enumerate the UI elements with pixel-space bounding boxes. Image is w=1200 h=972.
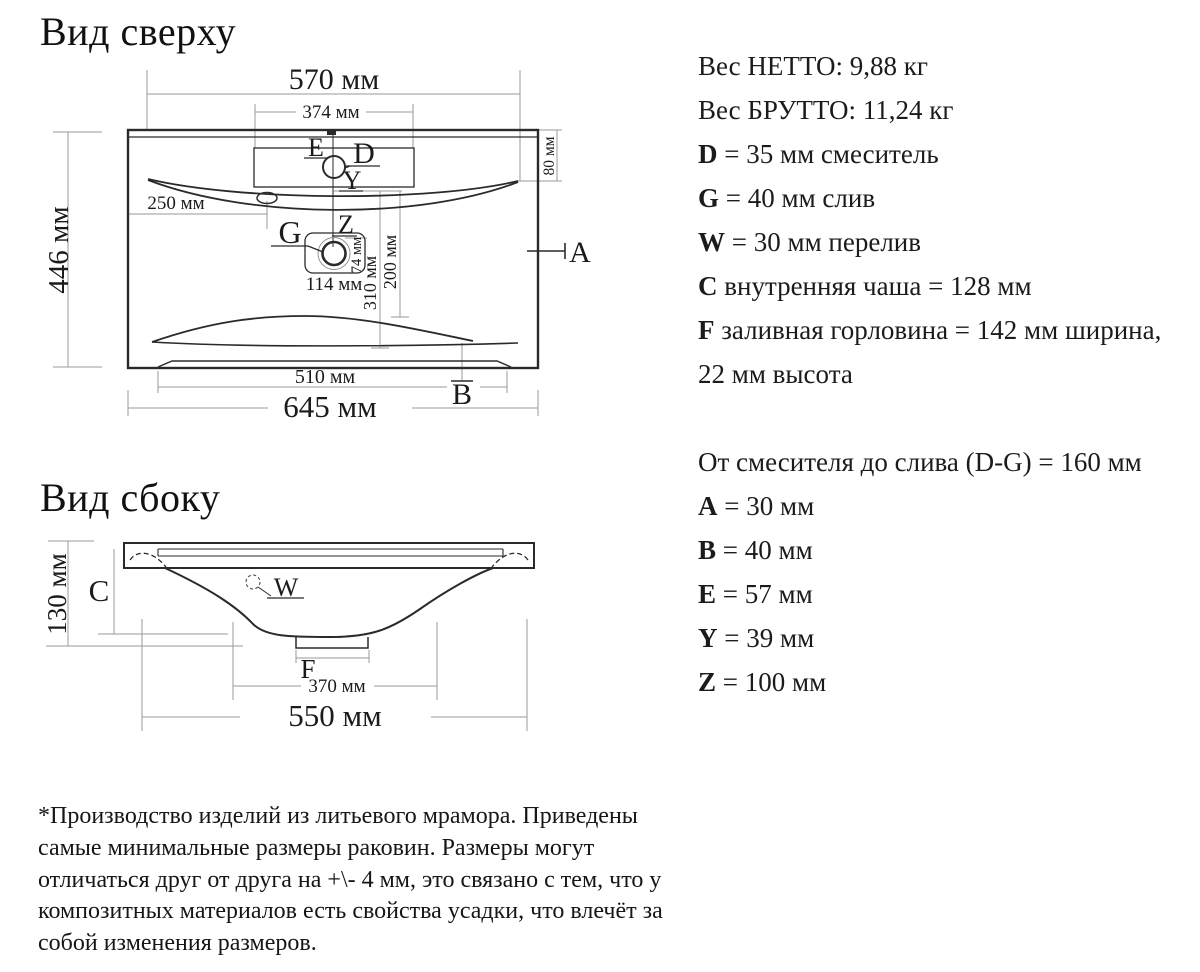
spec-b-text: = 40 мм [722,535,813,565]
callout-B: B [451,378,473,411]
dim-645-label: 645 мм [283,389,377,424]
footnote-line-1: *Производство изделий из литьевого мрамора. Приведены [38,803,638,829]
dim-550-label: 550 мм [288,698,382,733]
filler-neck [296,637,368,648]
dim-114-label: 114 мм [305,274,363,295]
top-view-drawing [0,0,660,440]
callout-A: A [569,236,591,269]
spec-a-key: A [698,491,718,521]
spec-g-text: = 40 мм слив [725,183,876,213]
spec-y [698,616,1161,660]
spec-list [698,44,1161,704]
spec-z-text: = 100 мм [722,667,827,697]
callout-G: G [278,214,302,250]
drain-hole [323,242,346,265]
spec-a [698,484,1161,528]
spec-w-key: W [698,227,725,257]
spec-w-text: = 30 мм перелив [731,227,921,257]
spec-f-cont: 22 мм высота [698,359,853,389]
footnote-line-5: собой изменения размеров. [38,930,317,957]
dim-200-label: 200 мм [380,234,400,290]
callout-W: W [273,573,299,602]
callout-Z: Z [338,210,354,239]
spec-g [698,176,1161,220]
footnote-line-4: композитных материалов есть свойства усадки, что влечёт за [38,898,663,925]
spec-a-text: = 30 мм [724,491,815,521]
faucet-deck-rect [254,148,414,187]
callout-D: D [353,137,375,170]
spec-c-text: внутренняя чаша = 128 мм [724,271,1032,301]
dim-446-label: 446 мм [43,206,75,294]
dim-74-label: 74 мм [349,236,365,274]
hidden-corner-right [492,553,528,567]
spec-z-key: Z [698,667,717,697]
spec-y-text: = 39 мм [724,623,815,653]
callout-Y: Y [342,166,362,195]
spec-b-key: B [698,535,717,565]
footnote-line-2: самые минимальные размеры раковин. Размеры могут [38,834,595,861]
side-view-title: Вид сбоку [40,475,221,520]
dim-80-label: 80 мм [541,136,558,176]
dim-370-label: 370 мм [308,676,366,697]
spec-z [698,660,1161,704]
dim-374-label: 374 мм [302,102,360,123]
spec-e [698,572,1161,616]
spec-gap [698,396,1161,440]
spec-e-text: = 57 мм [722,579,813,609]
footnote-line-3: отличаться друг от друга на +\- 4 мм, это связано с тем, что у [38,866,662,893]
spec-dg: От смесителя до слива (D-G) = 160 мм [698,447,1142,477]
callout-E: E [308,133,324,162]
spec-d [698,132,1161,176]
spec-d-text: = 35 мм смеситель [724,139,939,169]
spec-e-key: E [698,579,717,609]
spec-b [698,528,1161,572]
hidden-corner-left [130,553,166,567]
spec-c-key: C [698,271,718,301]
top-view-title: Вид сверху [40,9,237,54]
spec-f-key: F [698,315,715,345]
overflow-hidden-circle [246,575,260,589]
spec-f [698,308,1161,352]
dim-250-label: 250 мм [147,193,205,214]
side-view-drawing [0,460,640,770]
dim-510-label: 510 мм [294,366,356,388]
spec-y-key: Y [698,623,718,653]
spec-g-key: G [698,183,720,213]
callout-F: F [300,654,316,684]
front-inner-wall-curve [152,316,473,342]
dim-130-label: 130 мм [42,553,72,635]
dim-310-label: 310 мм [360,255,380,311]
footnote [38,801,663,960]
callout-C: C [88,573,110,608]
spec-f-text: заливная горловина = 142 мм ширина, [721,315,1162,345]
spec-netto: Вес НЕТТО: 9,88 кг [698,51,928,81]
spec-brutto: Вес БРУТТО: 11,24 кг [698,95,954,125]
spec-d-key: D [698,139,718,169]
center-notch [327,130,336,135]
dim-570-label: 570 мм [288,63,380,96]
sink-side-outline [124,543,534,648]
front-rim-curve [152,342,518,346]
top-view-callout-lines [271,158,565,381]
sink-top-outline [128,130,538,368]
spec-w [698,220,1161,264]
bowl-profile [165,568,493,637]
spec-c [698,264,1161,308]
